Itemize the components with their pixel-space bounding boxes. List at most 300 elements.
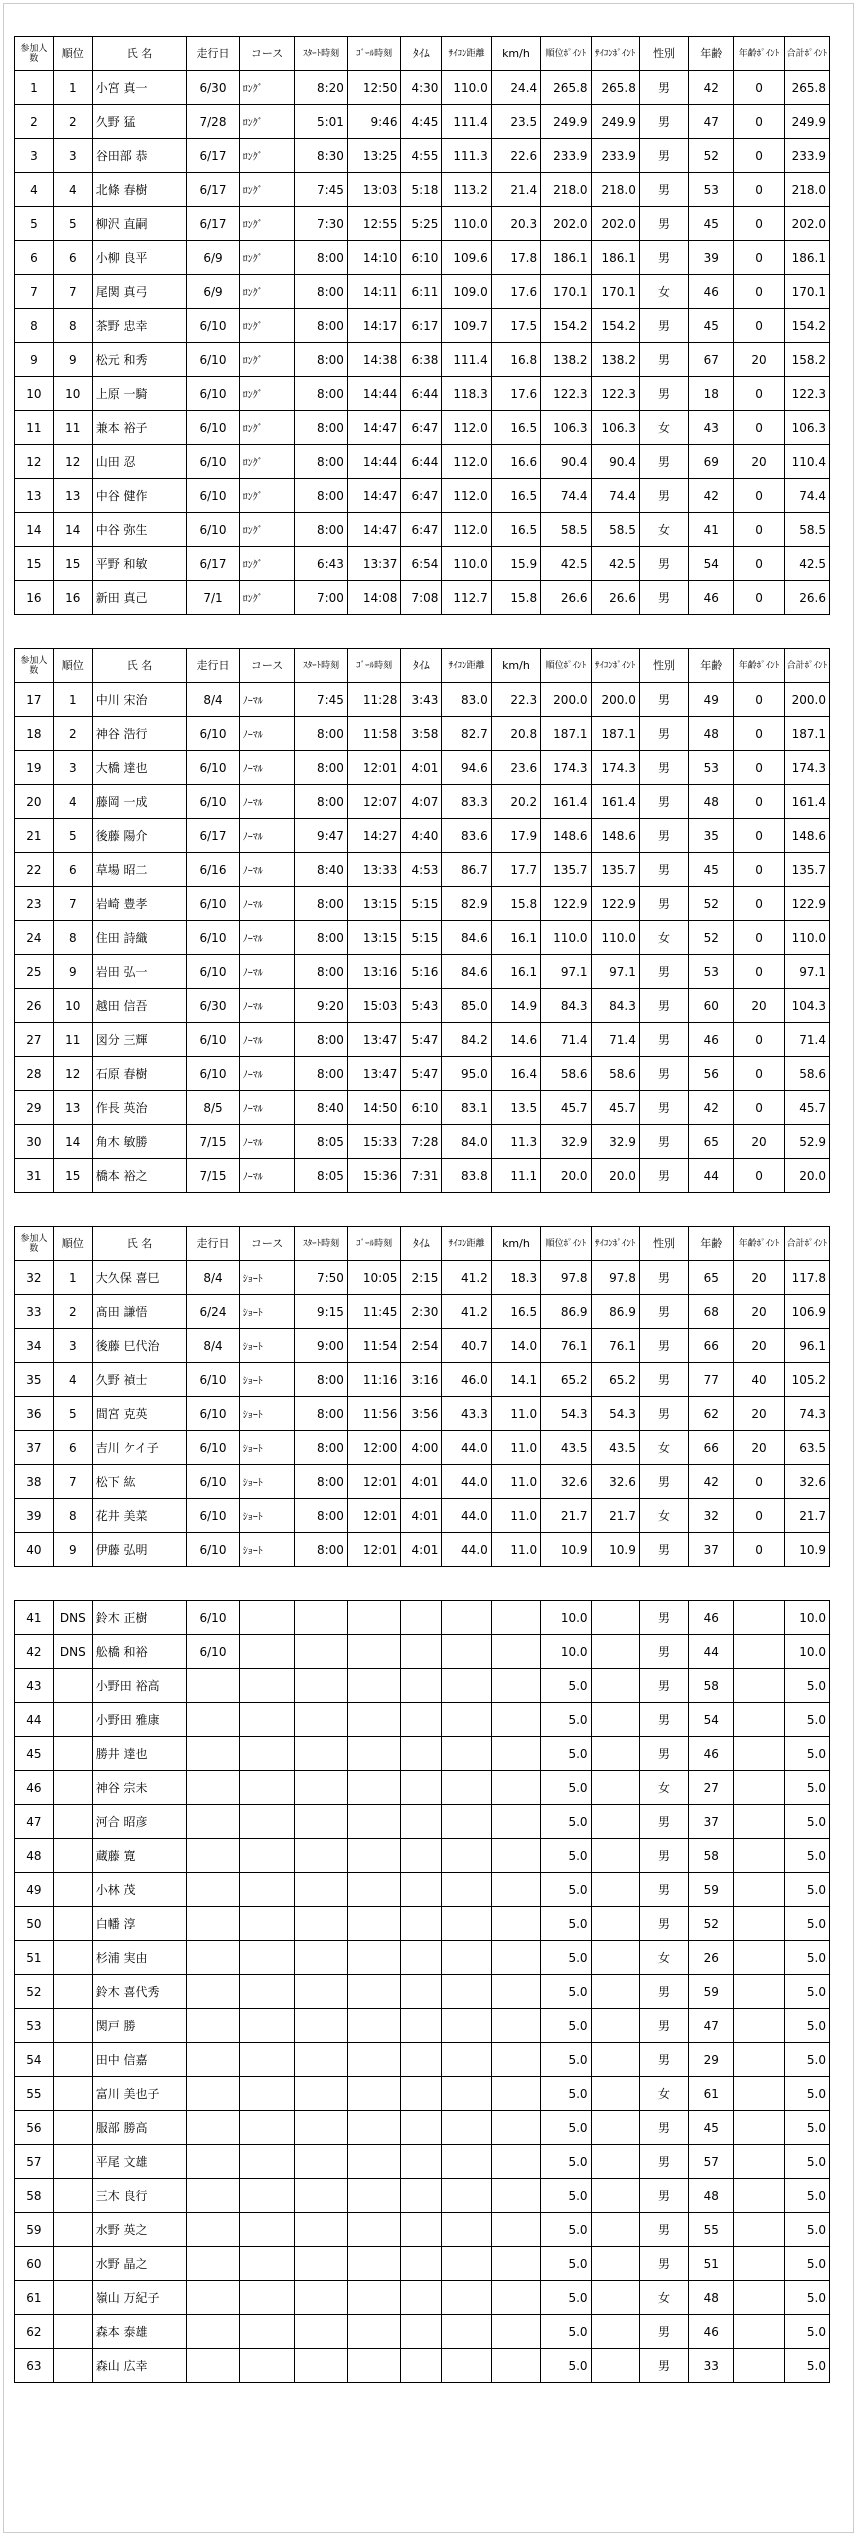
cell-time — [401, 1737, 442, 1771]
cell-name: 嶺山 万紀子 — [92, 2281, 187, 2315]
cell-goal-time: 14:47 — [347, 479, 401, 513]
cell-age: 66 — [689, 1431, 734, 1465]
cell-name: 関戸 勝 — [92, 2009, 187, 2043]
cell-start-time — [295, 1907, 348, 1941]
cell-start-time: 8:00 — [295, 479, 348, 513]
table-row — [15, 1941, 830, 1975]
cell-gender: 男 — [639, 2247, 688, 2281]
cell-cycle-distance — [442, 1805, 491, 1839]
cell-cycle-distance — [442, 1669, 491, 1703]
cell-cycle-distance — [442, 2213, 491, 2247]
cell-rank: 8 — [53, 921, 92, 955]
cell-run-date: 6/10 — [187, 377, 240, 411]
table-row — [15, 1635, 830, 1669]
header-cycle-distance: ｻｲｺﾝ距離 — [442, 37, 491, 71]
cell-rank: 10 — [53, 989, 92, 1023]
cell-name: 伊藤 弘明 — [92, 1533, 187, 1567]
cell-rank-points: 32.9 — [541, 1125, 591, 1159]
cell-cycle-points: 154.2 — [591, 309, 639, 343]
cell-cycle-points: 265.8 — [591, 71, 639, 105]
table-row — [15, 2213, 830, 2247]
cell-total-points: 218.0 — [784, 173, 829, 207]
cell-cycle-distance: 110.0 — [442, 547, 491, 581]
cell-start-time: 8:00 — [295, 1465, 348, 1499]
cell-entry-no: 54 — [15, 2043, 54, 2077]
cell-rank-points: 76.1 — [541, 1329, 591, 1363]
cell-age: 42 — [689, 1091, 734, 1125]
cell-course: ﾉｰﾏﾙ — [239, 921, 295, 955]
cell-run-date: 8/4 — [187, 683, 240, 717]
cell-rank-points: 5.0 — [541, 1907, 591, 1941]
cell-age: 65 — [689, 1125, 734, 1159]
cell-entry-no: 50 — [15, 1907, 54, 1941]
cell-name: 中谷 弥生 — [92, 513, 187, 547]
cell-entry-no: 60 — [15, 2247, 54, 2281]
cell-age-points — [734, 1873, 784, 1907]
cell-age: 54 — [689, 1703, 734, 1737]
spacer-row — [15, 1567, 830, 1601]
cell-goal-time: 14:27 — [347, 819, 401, 853]
cell-total-points: 5.0 — [784, 2043, 829, 2077]
cell-start-time — [295, 1771, 348, 1805]
cell-cycle-distance — [442, 2043, 491, 2077]
cell-run-date — [187, 1805, 240, 1839]
cell-rank-points: 58.5 — [541, 513, 591, 547]
cell-entry-no: 24 — [15, 921, 54, 955]
cell-entry-no: 25 — [15, 955, 54, 989]
cell-name: 図分 三輝 — [92, 1023, 187, 1057]
cell-course: ﾛﾝｸﾞ — [239, 173, 295, 207]
cell-course — [239, 1839, 295, 1873]
cell-rank-points: 97.8 — [541, 1261, 591, 1295]
cell-goal-time: 12:01 — [347, 1533, 401, 1567]
cell-goal-time — [347, 1873, 401, 1907]
cell-cycle-distance: 109.6 — [442, 241, 491, 275]
cell-total-points: 187.1 — [784, 717, 829, 751]
cell-cycle-points: 110.0 — [591, 921, 639, 955]
cell-time: 3:43 — [401, 683, 442, 717]
cell-entry-no: 58 — [15, 2179, 54, 2213]
header-goal-time: ｺﾞｰﾙ時刻 — [347, 649, 401, 683]
header-entry-no: 参加人数 — [15, 37, 54, 71]
cell-cycle-points — [591, 1941, 639, 1975]
header-speed: km/h — [491, 649, 540, 683]
table-row — [15, 1975, 830, 2009]
cell-rank-points: 200.0 — [541, 683, 591, 717]
cell-time: 6:47 — [401, 411, 442, 445]
cell-start-time: 9:00 — [295, 1329, 348, 1363]
header-rank: 順位 — [53, 1227, 92, 1261]
cell-run-date: 6/10 — [187, 309, 240, 343]
cell-gender: 男 — [639, 1057, 688, 1091]
cell-name: 三木 良行 — [92, 2179, 187, 2213]
cell-course — [239, 1635, 295, 1669]
cell-entry-no: 9 — [15, 343, 54, 377]
cell-goal-time — [347, 1703, 401, 1737]
cell-course: ﾛﾝｸﾞ — [239, 343, 295, 377]
cell-age: 46 — [689, 581, 734, 615]
cell-gender: 男 — [639, 2043, 688, 2077]
cell-entry-no: 14 — [15, 513, 54, 547]
cell-name: 白幡 淳 — [92, 1907, 187, 1941]
cell-gender: 女 — [639, 275, 688, 309]
cell-speed: 20.8 — [491, 717, 540, 751]
cell-age-points — [734, 1907, 784, 1941]
cell-goal-time — [347, 1669, 401, 1703]
cell-cycle-distance — [442, 1737, 491, 1771]
cell-time — [401, 2043, 442, 2077]
cell-rank — [53, 1669, 92, 1703]
cell-speed: 16.1 — [491, 921, 540, 955]
cell-age-points — [734, 2009, 784, 2043]
cell-rank — [53, 2077, 92, 2111]
cell-start-time — [295, 2145, 348, 2179]
cell-run-date — [187, 2213, 240, 2247]
cell-entry-no: 53 — [15, 2009, 54, 2043]
cell-cycle-points — [591, 2213, 639, 2247]
cell-course: ｼｮｰﾄ — [239, 1397, 295, 1431]
cell-cycle-distance: 112.0 — [442, 411, 491, 445]
cell-cycle-points: 122.3 — [591, 377, 639, 411]
header-age: 年齢 — [689, 37, 734, 71]
cell-age-points: 0 — [734, 1465, 784, 1499]
cell-course — [239, 1771, 295, 1805]
cell-total-points: 5.0 — [784, 2281, 829, 2315]
cell-start-time: 8:20 — [295, 71, 348, 105]
header-goal-time: ｺﾞｰﾙ時刻 — [347, 37, 401, 71]
cell-gender: 男 — [639, 1465, 688, 1499]
cell-gender: 女 — [639, 2077, 688, 2111]
cell-rank: 2 — [53, 717, 92, 751]
cell-rank-points: 154.2 — [541, 309, 591, 343]
results-body — [15, 37, 830, 2383]
cell-age-points: 20 — [734, 989, 784, 1023]
table-row — [15, 1533, 830, 1567]
cell-age: 57 — [689, 2145, 734, 2179]
cell-goal-time: 14:08 — [347, 581, 401, 615]
cell-rank-points: 5.0 — [541, 2179, 591, 2213]
table-row — [15, 139, 830, 173]
cell-gender: 男 — [639, 1635, 688, 1669]
cell-cycle-points: 161.4 — [591, 785, 639, 819]
cell-speed: 16.5 — [491, 411, 540, 445]
cell-name: 神谷 宗未 — [92, 1771, 187, 1805]
cell-name: 茶野 忠幸 — [92, 309, 187, 343]
cell-cycle-points: 26.6 — [591, 581, 639, 615]
cell-cycle-points: 71.4 — [591, 1023, 639, 1057]
header-course: コース — [239, 649, 295, 683]
cell-age: 53 — [689, 173, 734, 207]
cell-age-points — [734, 2213, 784, 2247]
cell-time: 2:54 — [401, 1329, 442, 1363]
cell-start-time — [295, 1703, 348, 1737]
cell-time: 5:25 — [401, 207, 442, 241]
cell-rank: 8 — [53, 309, 92, 343]
cell-course — [239, 1873, 295, 1907]
cell-run-date: 6/17 — [187, 173, 240, 207]
cell-total-points: 5.0 — [784, 1669, 829, 1703]
cell-age: 65 — [689, 1261, 734, 1295]
cell-rank: 5 — [53, 819, 92, 853]
cell-age-points — [734, 1975, 784, 2009]
cell-total-points: 71.4 — [784, 1023, 829, 1057]
cell-cycle-distance: 111.3 — [442, 139, 491, 173]
cell-cycle-points: 148.6 — [591, 819, 639, 853]
cell-start-time: 8:00 — [295, 887, 348, 921]
cell-total-points: 158.2 — [784, 343, 829, 377]
cell-time: 5:43 — [401, 989, 442, 1023]
cell-run-date — [187, 2009, 240, 2043]
cell-name: 中川 宋治 — [92, 683, 187, 717]
cell-start-time: 7:45 — [295, 173, 348, 207]
cell-time — [401, 1635, 442, 1669]
cell-cycle-distance: 111.4 — [442, 105, 491, 139]
cell-course: ﾉｰﾏﾙ — [239, 785, 295, 819]
cell-time — [401, 1907, 442, 1941]
cell-run-date: 6/10 — [187, 1363, 240, 1397]
cell-rank: 6 — [53, 853, 92, 887]
cell-age-points: 20 — [734, 1397, 784, 1431]
cell-age-points — [734, 2111, 784, 2145]
cell-run-date — [187, 1771, 240, 1805]
table-row — [15, 445, 830, 479]
cell-start-time: 9:47 — [295, 819, 348, 853]
cell-time — [401, 1805, 442, 1839]
cell-age: 61 — [689, 2077, 734, 2111]
cell-total-points: 122.3 — [784, 377, 829, 411]
cell-run-date: 8/5 — [187, 1091, 240, 1125]
cell-goal-time: 13:37 — [347, 547, 401, 581]
cell-time — [401, 2247, 442, 2281]
cell-cycle-points — [591, 2349, 639, 2383]
cell-age: 27 — [689, 1771, 734, 1805]
header-time: ﾀｲﾑ — [401, 649, 442, 683]
cell-rank-points: 5.0 — [541, 1873, 591, 1907]
cell-rank-points: 20.0 — [541, 1159, 591, 1193]
cell-time: 4:07 — [401, 785, 442, 819]
cell-name: 藤岡 一成 — [92, 785, 187, 819]
cell-time — [401, 2009, 442, 2043]
cell-total-points: 45.7 — [784, 1091, 829, 1125]
cell-cycle-points: 138.2 — [591, 343, 639, 377]
header-speed: km/h — [491, 37, 540, 71]
header-gender: 性別 — [639, 37, 688, 71]
cell-goal-time — [347, 1737, 401, 1771]
cell-total-points: 233.9 — [784, 139, 829, 173]
cell-rank: 7 — [53, 275, 92, 309]
cell-cycle-distance — [442, 2247, 491, 2281]
cell-goal-time: 11:58 — [347, 717, 401, 751]
cell-gender: 男 — [639, 2349, 688, 2383]
cell-course: ﾉｰﾏﾙ — [239, 819, 295, 853]
cell-name: 髙田 謙悟 — [92, 1295, 187, 1329]
table-row — [15, 1397, 830, 1431]
cell-cycle-points — [591, 1873, 639, 1907]
cell-start-time: 8:00 — [295, 921, 348, 955]
cell-speed: 14.0 — [491, 1329, 540, 1363]
header-cycle-points: ｻｲｺﾝﾎﾟｲﾝﾄ — [591, 649, 639, 683]
cell-cycle-distance: 84.6 — [442, 921, 491, 955]
cell-course: ﾉｰﾏﾙ — [239, 1091, 295, 1125]
cell-age: 66 — [689, 1329, 734, 1363]
cell-cycle-distance: 112.0 — [442, 479, 491, 513]
table-row — [15, 2247, 830, 2281]
cell-total-points: 5.0 — [784, 1941, 829, 1975]
cell-cycle-points — [591, 1737, 639, 1771]
cell-start-time — [295, 2009, 348, 2043]
cell-name: 水野 英之 — [92, 2213, 187, 2247]
cell-cycle-distance: 94.6 — [442, 751, 491, 785]
cell-name: 橋本 裕之 — [92, 1159, 187, 1193]
table-row — [15, 1601, 830, 1635]
cell-cycle-distance: 84.2 — [442, 1023, 491, 1057]
cell-age: 45 — [689, 207, 734, 241]
cell-total-points: 96.1 — [784, 1329, 829, 1363]
cell-entry-no: 30 — [15, 1125, 54, 1159]
cell-entry-no: 16 — [15, 581, 54, 615]
header-total-points: 合計ﾎﾟｲﾝﾄ — [784, 37, 829, 71]
header-entry-no: 参加人数 — [15, 649, 54, 683]
cell-run-date: 6/10 — [187, 1465, 240, 1499]
cell-time — [401, 1601, 442, 1635]
table-row — [15, 1805, 830, 1839]
cell-age: 59 — [689, 1975, 734, 2009]
cell-cycle-points: 21.7 — [591, 1499, 639, 1533]
cell-course — [239, 2077, 295, 2111]
cell-run-date: 7/1 — [187, 581, 240, 615]
cell-gender: 男 — [639, 105, 688, 139]
cell-time: 4:53 — [401, 853, 442, 887]
cell-total-points: 5.0 — [784, 2315, 829, 2349]
header-rank-points: 順位ﾎﾟｲﾝﾄ — [541, 1227, 591, 1261]
table-row — [15, 173, 830, 207]
cell-age-points: 0 — [734, 683, 784, 717]
cell-speed: 11.3 — [491, 1125, 540, 1159]
cell-age-points: 20 — [734, 1431, 784, 1465]
cell-run-date — [187, 1907, 240, 1941]
cell-total-points: 26.6 — [784, 581, 829, 615]
cell-speed: 11.0 — [491, 1499, 540, 1533]
cell-run-date — [187, 1737, 240, 1771]
cell-gender: 男 — [639, 955, 688, 989]
cell-time: 4:45 — [401, 105, 442, 139]
cell-entry-no: 47 — [15, 1805, 54, 1839]
table-row — [15, 1091, 830, 1125]
cell-cycle-distance: 83.3 — [442, 785, 491, 819]
table-row — [15, 1363, 830, 1397]
table-row — [15, 2111, 830, 2145]
cell-total-points: 52.9 — [784, 1125, 829, 1159]
table-row — [15, 819, 830, 853]
cell-entry-no: 8 — [15, 309, 54, 343]
cell-gender: 男 — [639, 1975, 688, 2009]
cell-goal-time — [347, 2077, 401, 2111]
cell-time — [401, 1839, 442, 1873]
header-cycle-points: ｻｲｺﾝﾎﾟｲﾝﾄ — [591, 1227, 639, 1261]
cell-rank — [53, 1703, 92, 1737]
cell-age: 53 — [689, 955, 734, 989]
cell-goal-time — [347, 1907, 401, 1941]
cell-gender: 男 — [639, 683, 688, 717]
cell-start-time: 8:40 — [295, 853, 348, 887]
cell-gender: 男 — [639, 139, 688, 173]
cell-gender: 男 — [639, 207, 688, 241]
cell-age: 35 — [689, 819, 734, 853]
cell-goal-time — [347, 2315, 401, 2349]
header-age-points: 年齢ﾎﾟｲﾝﾄ — [734, 649, 784, 683]
cell-goal-time: 14:38 — [347, 343, 401, 377]
cell-age-points: 0 — [734, 105, 784, 139]
header-course: コース — [239, 1227, 295, 1261]
cell-course: ｼｮｰﾄ — [239, 1261, 295, 1295]
cell-cycle-points: 97.8 — [591, 1261, 639, 1295]
cell-total-points: 174.3 — [784, 751, 829, 785]
cell-speed: 22.6 — [491, 139, 540, 173]
cell-start-time — [295, 1737, 348, 1771]
table-row — [15, 921, 830, 955]
cell-cycle-points: 97.1 — [591, 955, 639, 989]
cell-total-points: 161.4 — [784, 785, 829, 819]
cell-rank: 2 — [53, 1295, 92, 1329]
cell-rank — [53, 1805, 92, 1839]
cell-time — [401, 2077, 442, 2111]
cell-time — [401, 1771, 442, 1805]
cell-course — [239, 1737, 295, 1771]
cell-speed: 23.5 — [491, 105, 540, 139]
header-name: 氏 名 — [92, 1227, 187, 1261]
cell-entry-no: 12 — [15, 445, 54, 479]
cell-name: 岩崎 豊孝 — [92, 887, 187, 921]
cell-start-time: 8:00 — [295, 411, 348, 445]
cell-cycle-distance: 112.0 — [442, 513, 491, 547]
cell-start-time: 8:00 — [295, 275, 348, 309]
cell-speed: 21.4 — [491, 173, 540, 207]
cell-total-points: 110.4 — [784, 445, 829, 479]
cell-goal-time: 13:33 — [347, 853, 401, 887]
header-age-points: 年齢ﾎﾟｲﾝﾄ — [734, 37, 784, 71]
cell-speed: 20.3 — [491, 207, 540, 241]
cell-rank: 3 — [53, 751, 92, 785]
table-row — [15, 1295, 830, 1329]
cell-cycle-distance: 44.0 — [442, 1465, 491, 1499]
cell-speed — [491, 2349, 540, 2383]
cell-entry-no: 21 — [15, 819, 54, 853]
header-entry-no: 参加人数 — [15, 1227, 54, 1261]
cell-rank: 12 — [53, 445, 92, 479]
header-start-time: ｽﾀｰﾄ時刻 — [295, 37, 348, 71]
cell-gender: 男 — [639, 785, 688, 819]
cell-run-date — [187, 2077, 240, 2111]
cell-course: ﾛﾝｸﾞ — [239, 71, 295, 105]
cell-course: ﾉｰﾏﾙ — [239, 1159, 295, 1193]
cell-gender: 男 — [639, 1839, 688, 1873]
cell-course: ﾉｰﾏﾙ — [239, 1125, 295, 1159]
cell-start-time: 8:00 — [295, 751, 348, 785]
cell-cycle-points: 43.5 — [591, 1431, 639, 1465]
table-row — [15, 1839, 830, 1873]
cell-time: 6:47 — [401, 513, 442, 547]
cell-entry-no: 63 — [15, 2349, 54, 2383]
spacer-row — [15, 1193, 830, 1227]
cell-cycle-distance — [442, 2315, 491, 2349]
cell-speed — [491, 2111, 540, 2145]
cell-rank-points: 10.0 — [541, 1635, 591, 1669]
header-name: 氏 名 — [92, 649, 187, 683]
cell-run-date: 6/10 — [187, 1431, 240, 1465]
cell-total-points: 21.7 — [784, 1499, 829, 1533]
cell-gender: 男 — [639, 887, 688, 921]
cell-entry-no: 29 — [15, 1091, 54, 1125]
